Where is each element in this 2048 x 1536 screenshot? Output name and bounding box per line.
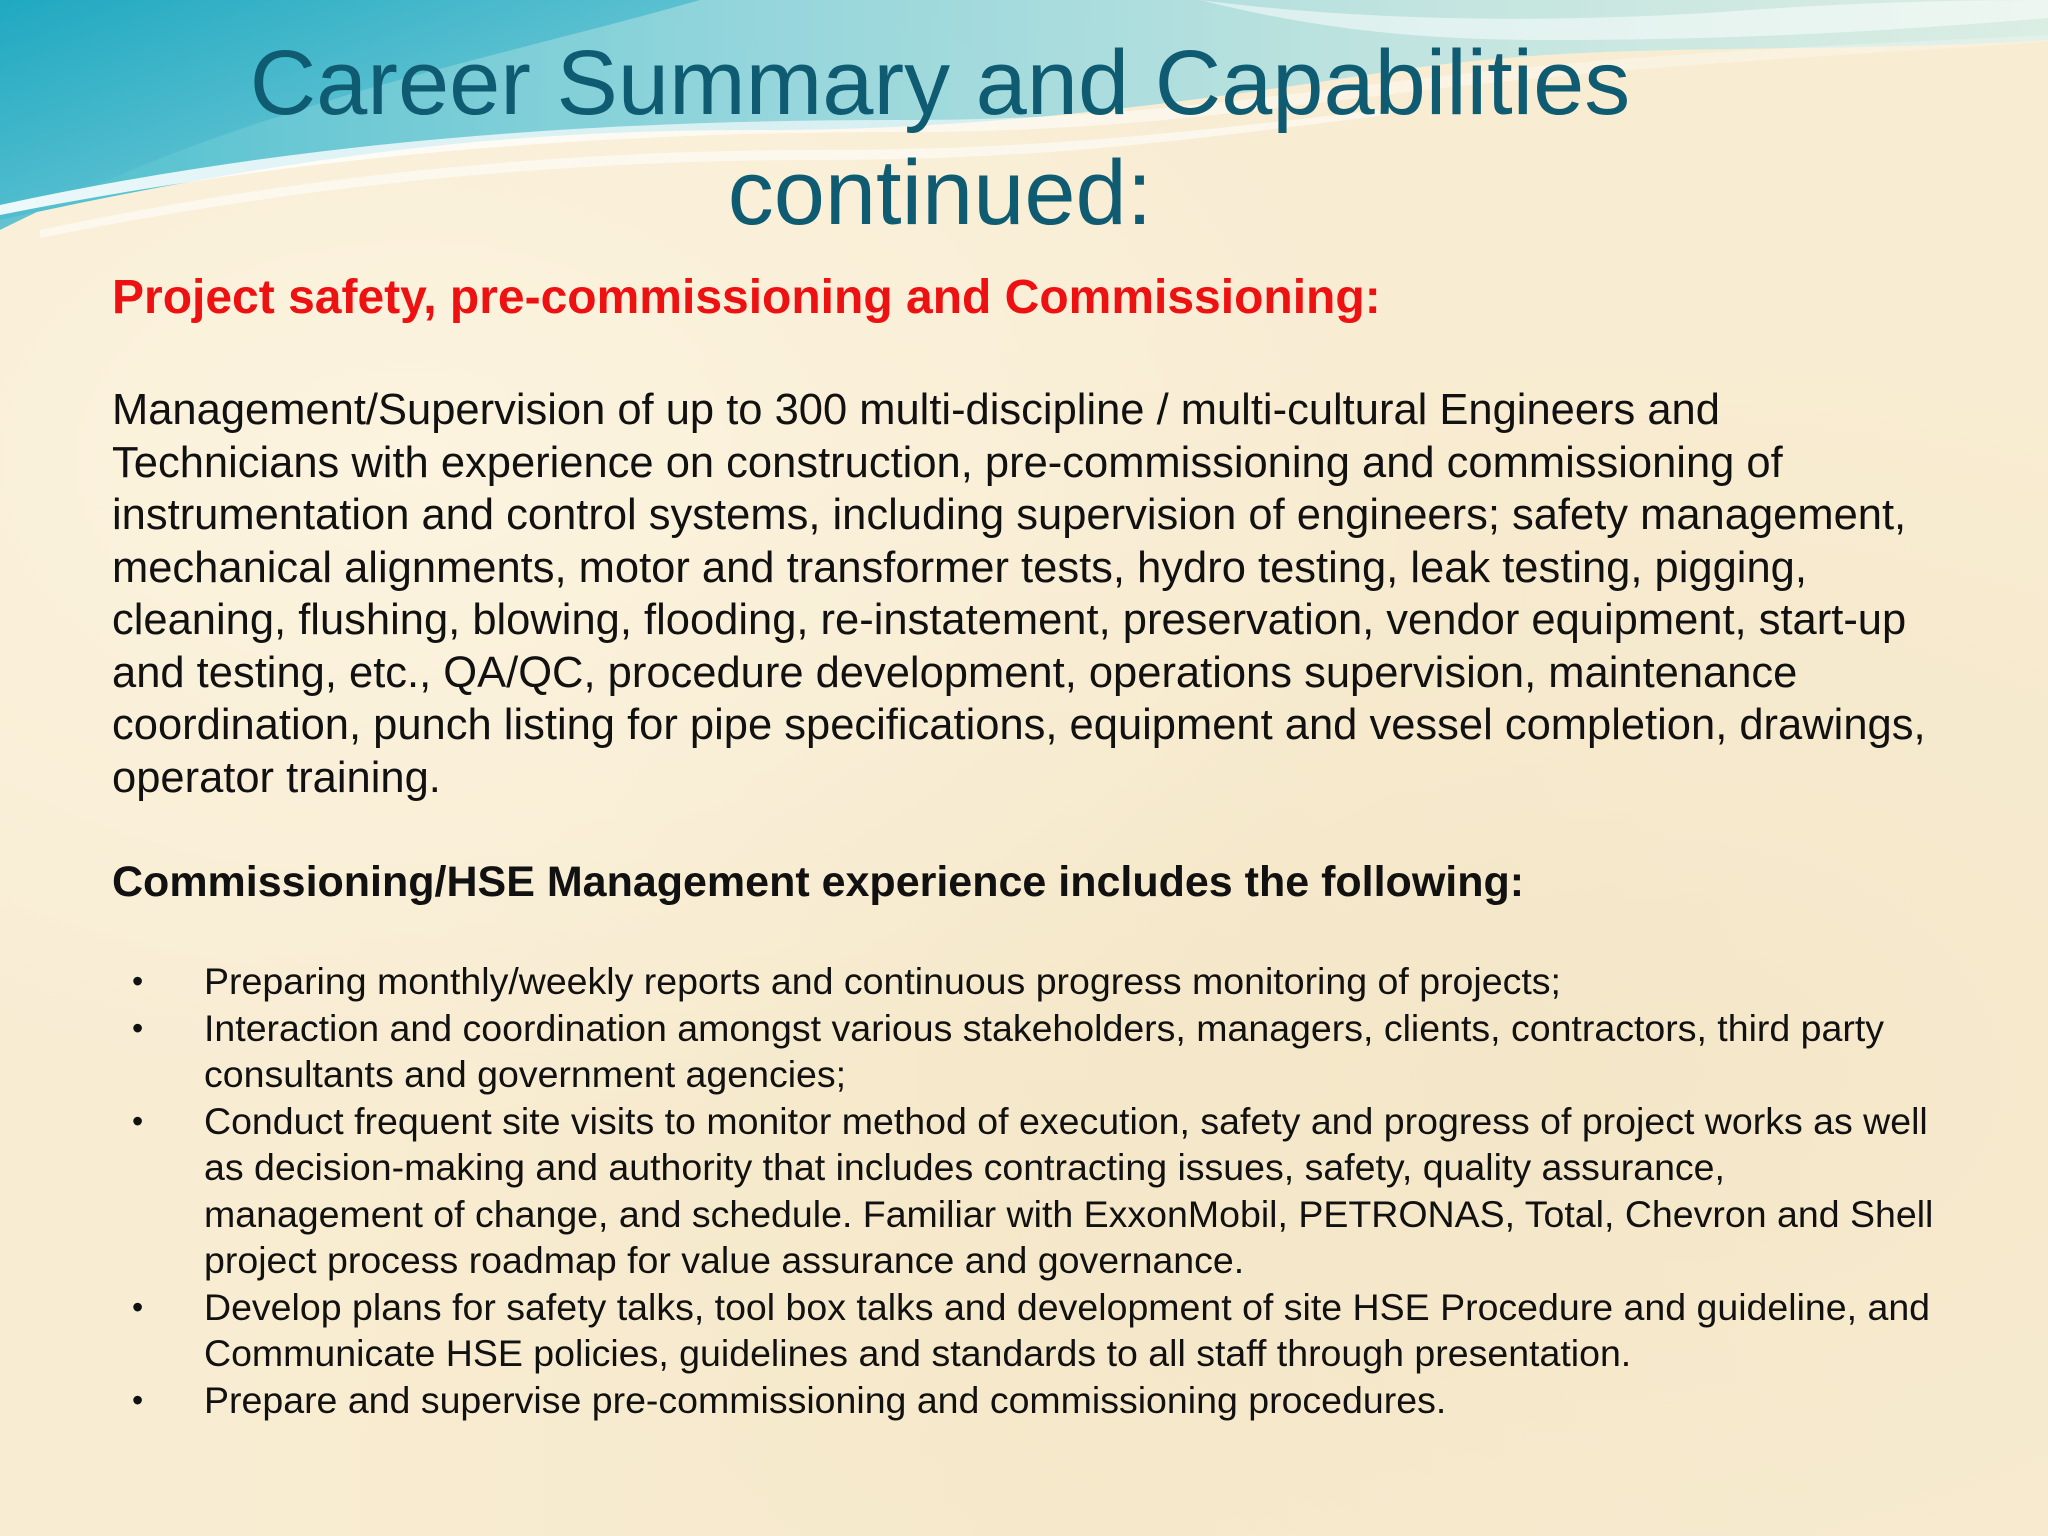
- title-line-1: Career Summary and Capabilities: [249, 32, 1631, 134]
- list-item: [112, 1284, 1952, 1377]
- bullet-text: Preparing monthly/weekly reports and continuous progress monitoring of projects;: [204, 960, 1561, 1002]
- bullet-text: Conduct frequent site visits to monitor method of execution, safety and progress of project works as well as decision-making and authority that includes contracting issues, safety, quality assurance, management of change, and schedule. Familiar with ExxonMobil, PETRONAS, Total, Chevron and Shell project process roadmap for value assurance and governance.: [204, 1099, 1934, 1281]
- list-item: [112, 1377, 1952, 1424]
- title-line-2: continued:: [727, 142, 1153, 244]
- bullet-text: Prepare and supervise pre-commissioning and commissioning procedures.: [204, 1378, 1447, 1421]
- bullet-list: [112, 958, 1952, 1423]
- bullet-icon: •: [132, 1381, 144, 1418]
- list-item: [112, 1098, 1952, 1284]
- bullet-icon: •: [132, 1102, 144, 1139]
- section-heading: Project safety, pre-commissioning and Commissioning:: [112, 271, 1381, 324]
- experience-paragraph: Management/Supervision of up to 300 multi-discipline / multi-cultural Engineers and Technicians with experience on construction, pre-commissioning and commissioning of instrumentation and control systems, including supervision of engineers; safety management, mechanical alignments, motor and transformer tests, hydro testing, leak testing, pigging, cleaning, flushing, blowing, flooding, re-instatement, preservation, vendor equipment, start-up and testing, etc., QA/QC, procedure development, operations supervision, maintenance coordination, punch listing for pipe specifications, equipment and vessel completion, drawings, operator training.: [112, 386, 1926, 802]
- sub-heading: Commissioning/HSE Management experience includes the following:: [112, 858, 1525, 906]
- list-item: [112, 1005, 1952, 1098]
- bullet-icon: •: [132, 1009, 144, 1046]
- bullet-text: Interaction and coordination amongst various stakeholders, managers, clients, contractors, third party consultants and government agencies;: [204, 1006, 1885, 1095]
- bullet-text: Develop plans for safety talks, tool box talks and development of site HSE Procedure and guideline, and Communicate HSE policies, guidelines and standards to all staff through presentation.: [204, 1285, 1931, 1374]
- bullet-icon: •: [132, 1288, 144, 1325]
- list-item: [112, 958, 1952, 1005]
- bullet-icon: •: [132, 963, 144, 999]
- slide-title: [0, 28, 1880, 248]
